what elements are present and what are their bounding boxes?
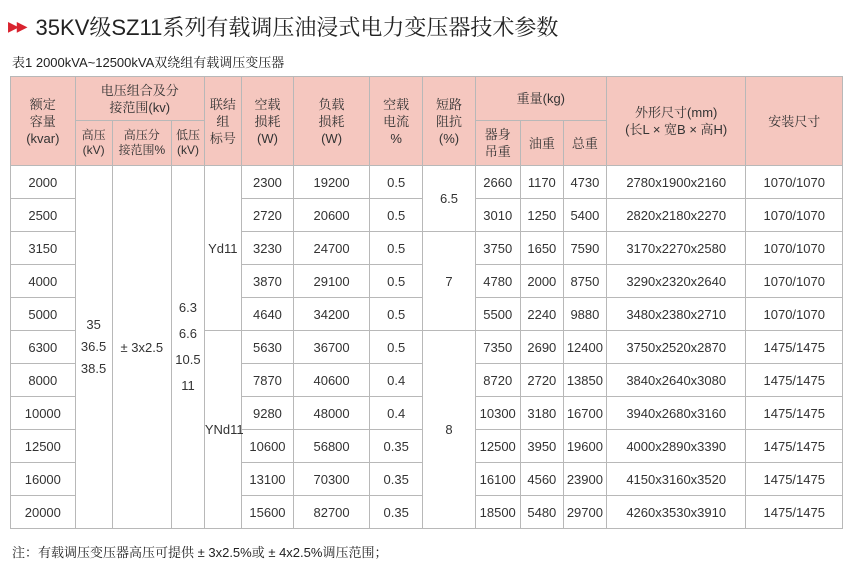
cell-impedance-a: 6.5 xyxy=(423,166,475,232)
cell-dims: 2820x2180x2270 xyxy=(606,199,746,232)
cell-current: 0.5 xyxy=(370,232,423,265)
cell-capacity: 4000 xyxy=(11,265,76,298)
spec-table xyxy=(10,76,843,529)
cell-total: 23900 xyxy=(563,463,606,496)
cell-install: 1475/1475 xyxy=(746,430,843,463)
cell-load: 36700 xyxy=(294,331,370,364)
cell-oil: 2000 xyxy=(520,265,563,298)
table-caption: 表1 2000kVA~12500kVA双绕组有载调压变压器 xyxy=(12,55,285,70)
cell-oil: 3180 xyxy=(520,397,563,430)
cell-body: 8720 xyxy=(475,364,520,397)
cell-load: 19200 xyxy=(294,166,370,199)
cell-capacity: 16000 xyxy=(11,463,76,496)
cell-install: 1475/1475 xyxy=(746,364,843,397)
cell-install: 1070/1070 xyxy=(746,265,843,298)
cell-capacity: 2000 xyxy=(11,166,76,199)
cell-install: 1475/1475 xyxy=(746,331,843,364)
cell-oil: 3950 xyxy=(520,430,563,463)
cell-noload: 5630 xyxy=(241,331,293,364)
cell-noload: 3870 xyxy=(241,265,293,298)
header-connection: 联结 组 标号 xyxy=(204,77,241,166)
cell-oil: 2240 xyxy=(520,298,563,331)
cell-impedance-c: 8 xyxy=(423,331,475,529)
header-oil-weight: 油重 xyxy=(520,121,563,166)
cell-current: 0.35 xyxy=(370,496,423,529)
header-hv: 高压 (kV) xyxy=(75,121,112,166)
cell-noload: 2300 xyxy=(241,166,293,199)
cell-capacity: 2500 xyxy=(11,199,76,232)
table-row xyxy=(11,166,843,199)
cell-oil: 1650 xyxy=(520,232,563,265)
header-capacity: 额定 容量 (kvar) xyxy=(11,77,76,166)
cell-dims: 3750x2520x2870 xyxy=(606,331,746,364)
cell-capacity: 5000 xyxy=(11,298,76,331)
cell-total: 29700 xyxy=(563,496,606,529)
cell-capacity: 6300 xyxy=(11,331,76,364)
cell-oil: 1170 xyxy=(520,166,563,199)
header-total-weight: 总重 xyxy=(563,121,606,166)
cell-body: 10300 xyxy=(475,397,520,430)
cell-conn-ynd11: YNd11 xyxy=(204,331,241,529)
cell-current: 0.4 xyxy=(370,364,423,397)
cell-impedance-b: 7 xyxy=(423,232,475,331)
cell-dims: 4260x3530x3910 xyxy=(606,496,746,529)
cell-conn-yd11: Yd11 xyxy=(204,166,241,331)
cell-dims: 3290x2320x2640 xyxy=(606,265,746,298)
cell-body: 12500 xyxy=(475,430,520,463)
cell-capacity: 20000 xyxy=(11,496,76,529)
header-load-loss: 负载 损耗 (W) xyxy=(294,77,370,166)
cell-dims: 4000x2890x3390 xyxy=(606,430,746,463)
cell-body: 18500 xyxy=(475,496,520,529)
header-install: 安装尺寸 xyxy=(746,77,843,166)
cell-load: 70300 xyxy=(294,463,370,496)
cell-capacity: 12500 xyxy=(11,430,76,463)
cell-current: 0.4 xyxy=(370,397,423,430)
cell-oil: 2720 xyxy=(520,364,563,397)
header-noload-loss: 空载 损耗 (W) xyxy=(241,77,293,166)
cell-body: 2660 xyxy=(475,166,520,199)
cell-dims: 4150x3160x3520 xyxy=(606,463,746,496)
cell-body: 7350 xyxy=(475,331,520,364)
cell-load: 40600 xyxy=(294,364,370,397)
cell-dims: 3170x2270x2580 xyxy=(606,232,746,265)
cell-load: 34200 xyxy=(294,298,370,331)
cell-lv-merged: 6.3 6.6 10.5 11 xyxy=(172,166,205,529)
cell-load: 48000 xyxy=(294,397,370,430)
cell-capacity: 3150 xyxy=(11,232,76,265)
header-voltage-combo: 电压组合及分 接范围(kv) xyxy=(75,77,204,121)
cell-noload: 10600 xyxy=(241,430,293,463)
cell-hv-merged: 35 36.5 38.5 xyxy=(75,166,112,529)
header-impedance: 短路 阻抗 (%) xyxy=(423,77,475,166)
header-weight: 重量(kg) xyxy=(475,77,606,121)
cell-install: 1070/1070 xyxy=(746,232,843,265)
cell-total: 8750 xyxy=(563,265,606,298)
title-row xyxy=(8,8,558,44)
cell-oil: 4560 xyxy=(520,463,563,496)
cell-body: 3010 xyxy=(475,199,520,232)
cell-total: 9880 xyxy=(563,298,606,331)
cell-noload: 13100 xyxy=(241,463,293,496)
cell-load: 82700 xyxy=(294,496,370,529)
header-hv-range: 高压分 接范围% xyxy=(112,121,171,166)
header-lv: 低压 (kV) xyxy=(172,121,205,166)
cell-noload: 15600 xyxy=(241,496,293,529)
cell-load: 20600 xyxy=(294,199,370,232)
cell-oil: 5480 xyxy=(520,496,563,529)
cell-body: 3750 xyxy=(475,232,520,265)
cell-load: 24700 xyxy=(294,232,370,265)
cell-total: 7590 xyxy=(563,232,606,265)
cell-current: 0.35 xyxy=(370,463,423,496)
cell-noload: 7870 xyxy=(241,364,293,397)
cell-noload: 4640 xyxy=(241,298,293,331)
cell-current: 0.5 xyxy=(370,166,423,199)
cell-dims: 3840x2640x3080 xyxy=(606,364,746,397)
cell-install: 1070/1070 xyxy=(746,166,843,199)
cell-total: 13850 xyxy=(563,364,606,397)
page-title: 35KV级SZ11系列有载调压油浸式电力变压器技术参数 xyxy=(35,14,559,40)
cell-total: 5400 xyxy=(563,199,606,232)
header-dimensions: 外形尺寸(mm) (长L × 宽B × 高H) xyxy=(606,77,746,166)
cell-total: 19600 xyxy=(563,430,606,463)
cell-dims: 3940x2680x3160 xyxy=(606,397,746,430)
cell-install: 1475/1475 xyxy=(746,463,843,496)
cell-total: 4730 xyxy=(563,166,606,199)
cell-hv-range-merged: ± 3x2.5 xyxy=(112,166,171,529)
cell-install: 1070/1070 xyxy=(746,298,843,331)
footnote: 注：有载调压变压器高压可提供 ± 3x2.5%或 ± 4x2.5%调压范围； xyxy=(12,545,388,560)
cell-current: 0.35 xyxy=(370,430,423,463)
header-body-weight: 器身 吊重 xyxy=(475,121,520,166)
cell-oil: 2690 xyxy=(520,331,563,364)
cell-install: 1475/1475 xyxy=(746,496,843,529)
cell-oil: 1250 xyxy=(520,199,563,232)
cell-load: 29100 xyxy=(294,265,370,298)
cell-load: 56800 xyxy=(294,430,370,463)
cell-body: 16100 xyxy=(475,463,520,496)
double-arrow-icon: ▶▶ xyxy=(8,17,26,34)
cell-total: 16700 xyxy=(563,397,606,430)
cell-current: 0.5 xyxy=(370,331,423,364)
cell-noload: 2720 xyxy=(241,199,293,232)
header-noload-current: 空载 电流 % xyxy=(370,77,423,166)
cell-noload: 3230 xyxy=(241,232,293,265)
cell-total: 12400 xyxy=(563,331,606,364)
cell-current: 0.5 xyxy=(370,265,423,298)
cell-install: 1070/1070 xyxy=(746,199,843,232)
cell-dims: 2780x1900x2160 xyxy=(606,166,746,199)
cell-current: 0.5 xyxy=(370,199,423,232)
cell-current: 0.5 xyxy=(370,298,423,331)
cell-noload: 9280 xyxy=(241,397,293,430)
cell-capacity: 10000 xyxy=(11,397,76,430)
cell-capacity: 8000 xyxy=(11,364,76,397)
cell-dims: 3480x2380x2710 xyxy=(606,298,746,331)
cell-install: 1475/1475 xyxy=(746,397,843,430)
cell-body: 5500 xyxy=(475,298,520,331)
cell-body: 4780 xyxy=(475,265,520,298)
